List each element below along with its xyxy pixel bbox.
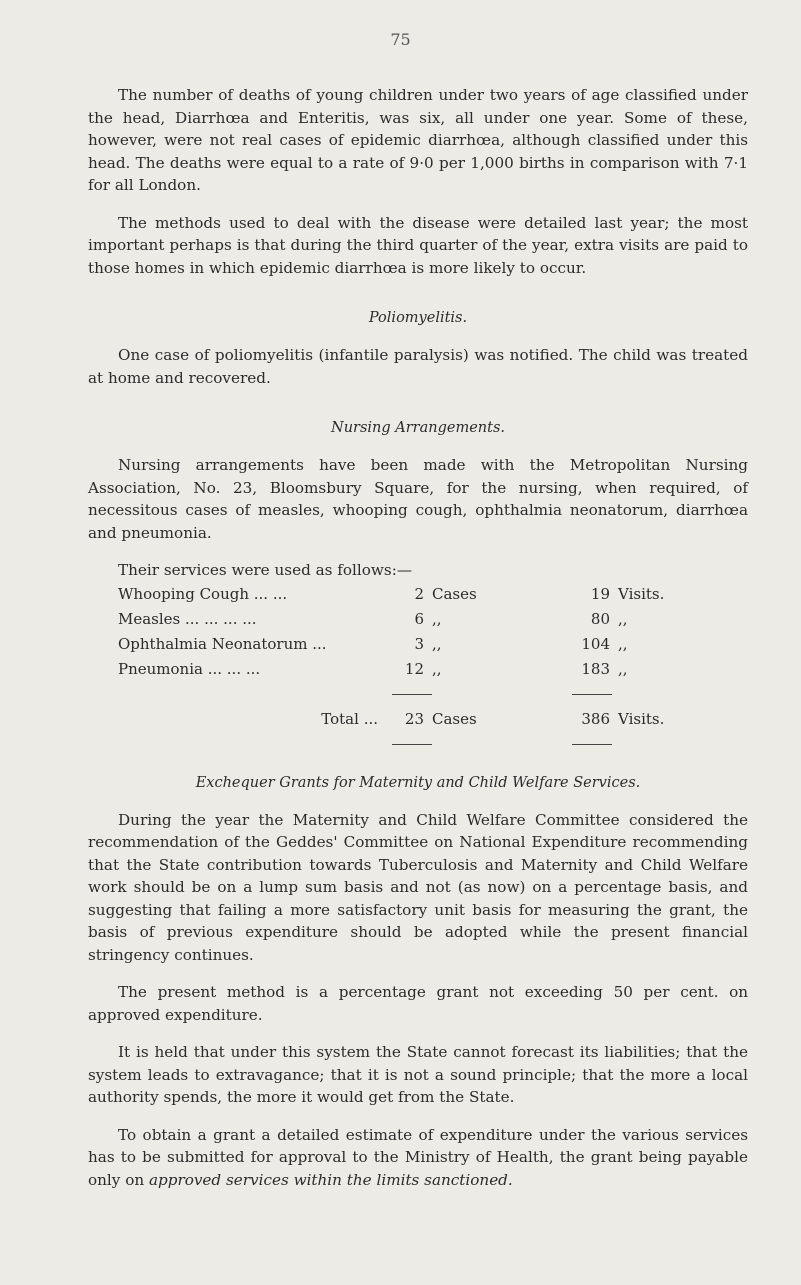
- service-name: Pneumonia ... ... ...: [118, 659, 261, 678]
- heading-poliomyelitis: Poliomyelitis.: [368, 310, 468, 326]
- service-cases-unit: ,,: [432, 659, 442, 678]
- service-visits-unit: Visits.: [618, 584, 665, 603]
- paragraph-present-method: The present method is a percentage grant not exceeding 50 per cent. on approved expenditure.: [88, 983, 748, 1024]
- service-visits: 183: [581, 659, 610, 678]
- service-cases: 6: [414, 609, 424, 628]
- service-visits: 104: [581, 634, 610, 653]
- nursing-services-table: [118, 582, 688, 757]
- paragraph-diarrhoea-methods: The methods used to deal with the disease were detailed last year; the most important perhaps is that during the third quarter of the year, extra visits are paid to those homes in which epidemic diarrhœa is more likely to occur.: [88, 213, 748, 277]
- total-label: Total ...: [321, 709, 378, 728]
- service-visits: 80: [590, 609, 610, 628]
- paragraph-grant-procedure: [88, 1124, 748, 1192]
- service-name: Ophthalmia Neonatorum ...: [118, 634, 327, 653]
- service-cases-unit: ,,: [432, 609, 442, 628]
- table-rule-row: [118, 682, 688, 707]
- cases-total-underline: [392, 744, 432, 745]
- cases-total-rule: [392, 694, 432, 695]
- paragraph-grant-procedure-text: To obtain a grant a detailed estimate of expenditure under the various services has to be submitted for approval to the Ministry of Health, the grant being payable only on: [88, 1125, 748, 1189]
- heading-nursing-arrangements: Nursing Arrangements.: [331, 420, 505, 436]
- visits-total-underline: [572, 744, 612, 745]
- paragraph-grant-procedure-italic: approved services within the limits sanctioned.: [148, 1170, 513, 1189]
- heading-exchequer-grants: Exchequer Grants for Maternity and Child Welfare Services.: [195, 774, 641, 791]
- total-visits-unit: Visits.: [618, 709, 665, 728]
- service-cases: 2: [414, 584, 424, 603]
- service-name: Whooping Cough ... ...: [118, 584, 288, 603]
- table-intro: Their services were used as follows:—: [118, 561, 413, 579]
- total-cases: 23: [404, 709, 424, 728]
- paragraph-poliomyelitis: One case of poliomyelitis (infantile paralysis) was notified. The child was treated at home and recovered.: [88, 346, 748, 387]
- table-rule-row: [118, 732, 688, 757]
- page-body: [88, 84, 748, 1191]
- service-cases: 12: [404, 659, 424, 678]
- service-name: Measles ... ... ... ...: [118, 609, 257, 628]
- table-row: [118, 657, 688, 682]
- service-cases: 3: [414, 634, 424, 653]
- visits-total-rule: [572, 694, 612, 695]
- paragraph-state-liabilities: It is held that under this system the State cannot forecast its liabilities; that the system leads to extravagance; that it is not a sound principle; that the more a local authority spends, the more it would get from the State.: [88, 1043, 748, 1106]
- paragraph-geddes-committee: During the year the Maternity and Child Welfare Committee considered the recommendation of the Geddes' Committee on National Expenditure recommending that the State contribution towards Tuberculosis and Maternity and Child Welfare work should be on a lump sum basis and not (as now) on a percentage basis, and suggesting that failing a more satisfactory unit basis for measuring the grant, the basis of previous expenditure should be adopted while the present financial stringency continues.: [88, 810, 748, 964]
- service-visits-unit: ,,: [618, 634, 628, 653]
- service-visits-unit: ,,: [618, 659, 628, 678]
- paragraph-diarrhoea-deaths: The number of deaths of young children under two years of age classified under the head, Diarrhœa and Enteritis, was six, all under one year. Some of these, however, were not real cases of epidemic diarrhœa, although classified under this head. The deaths were equal to a rate of 9·0 per 1,000 births in comparison with 7·1 for all London.: [88, 86, 748, 194]
- service-visits-unit: ,,: [618, 609, 628, 628]
- table-row: [118, 632, 688, 657]
- table-row: [118, 607, 688, 632]
- service-cases-unit: Cases: [432, 584, 477, 603]
- service-cases-unit: ,,: [432, 634, 442, 653]
- table-total-row: [118, 707, 688, 732]
- total-visits: 386: [581, 709, 610, 728]
- page-number: 75: [390, 30, 411, 49]
- paragraph-nursing: Nursing arrangements have been made with the Metropolitan Nursing Association, No. 23, Bloomsbury Square, for the nursing, when required, of necessitous cases of measles, whooping cough, ophthalmia neonatorum, diarrhœa and pneumonia.: [88, 456, 748, 542]
- total-cases-unit: Cases: [432, 709, 477, 728]
- table-row: [118, 582, 688, 607]
- service-visits: 19: [590, 584, 610, 603]
